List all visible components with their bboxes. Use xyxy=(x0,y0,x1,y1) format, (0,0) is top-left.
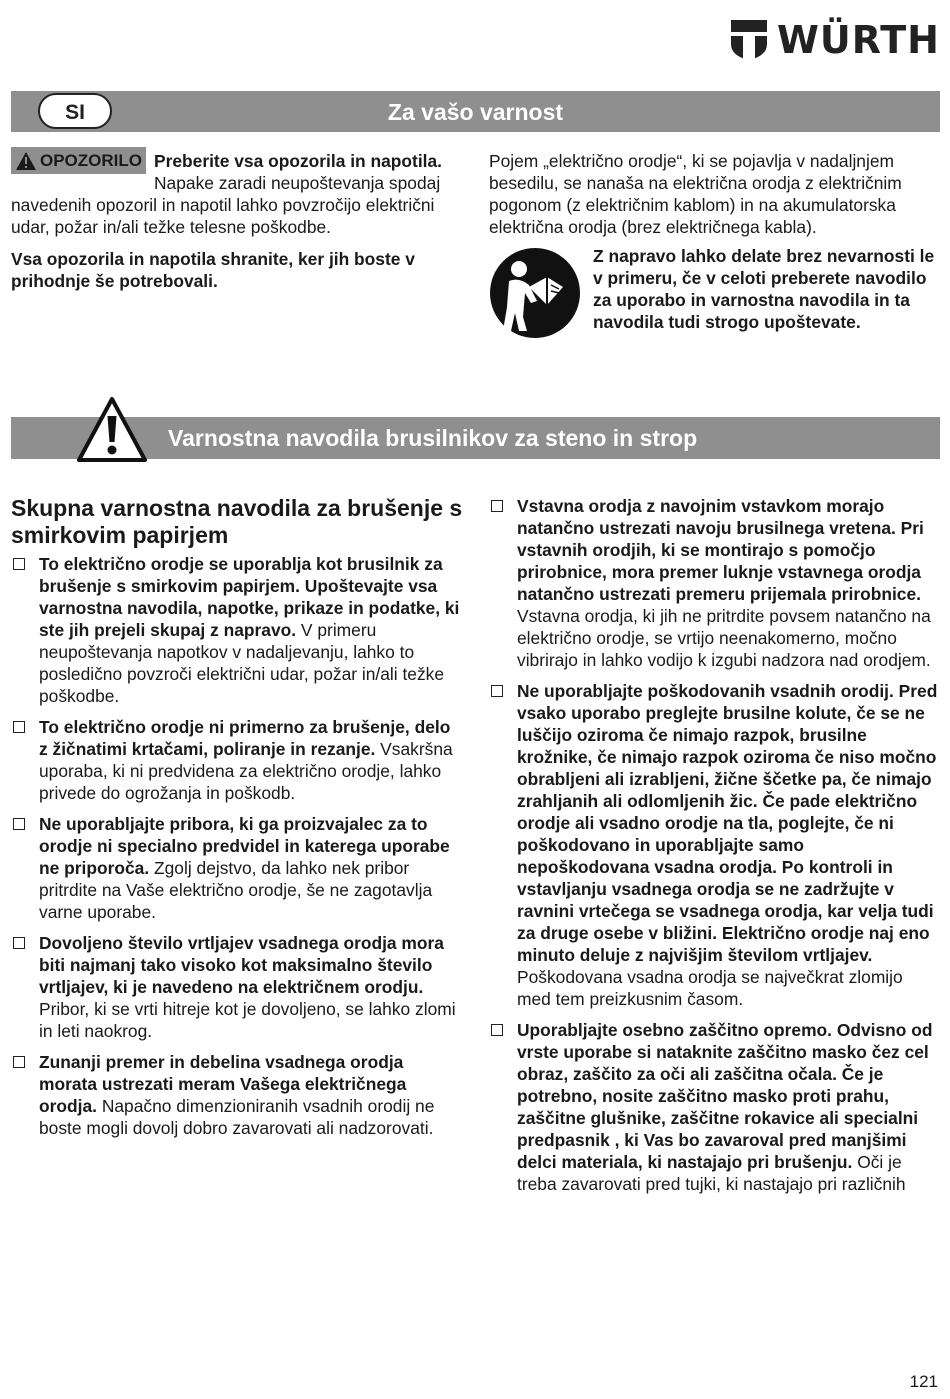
warning-tag-label: OPOZORILO xyxy=(40,150,142,170)
safety-item-bold: Uporabljajte osebno zaščitno opremo. Odvisno od vrste uporabe si nataknite zaščitno masko čez cel obraz, zaščito za oči ali zaščitna očala. Če je potrebno, nosite zaščitno masko proti prahu, zaščitne glušnike, zaščitne rokavice ali specialni predpasnik , ki Vas bo zavaroval pred manjšimi delci materiala, ki nastajajo pri brušenju. xyxy=(517,1020,933,1172)
safety-item-bold: Zunanji premer in debelina vsadnega orodja morata ustrezati meram Vašega električnega orodja. xyxy=(39,1052,407,1116)
safety-item-text: Poškodovana vsadna orodja se največkrat zlomijo med tem preizkusnim časom. xyxy=(517,967,903,1009)
safety-item-bold: Ne uporabljajte poškodovanih vsadnih orodij. Pred vsako uporabo preglejte brusilne kolute, če se ne luščijo oziroma če nimajo razpok, brusilne krožnike, če nimajo razpok oziroma če niso močno obrabljeni ali izrabljeni, žične ščetke pa, če nimajo zrahljanih ali odlomljenih žic. Če pade električno orodje ali vsadno orodje na tla, poglejte, če ni poškodovano in uporabljajte samo nepoškodovana vsadna orodja. Po kontroli in vstavljanju vsadnega orodja se ne zadržujte v ravnini vrtečega se vsadnega orodja, kar velja tudi za druge osebe v bližini. Električno orodje naj eno minuto deluje z najvišjim številom vrtljajev. xyxy=(517,681,938,965)
safety-item xyxy=(11,1051,463,1139)
page-number: 121 xyxy=(909,1372,938,1391)
safety-item-bold: Dovoljeno število vrtljajev vsadnega orodja mora biti najmanj tako visoko kot maksimalno število vrtljajev, ki je navedeno na električnem orodju. xyxy=(39,933,444,997)
safety-item xyxy=(11,553,463,707)
safety-item-bold: Ne uporabljajte pribora, ki ga proizvajalec za to orodje ni specialno predvidel in katerega uporabe ne priporoča. xyxy=(39,814,450,878)
safety-item xyxy=(11,932,463,1042)
safety-item-text: Zgolj dejstvo, da lahko nek pribor pritrdite na Vaše električno orodje, še ne zagotavlja varne uporabe. xyxy=(39,858,433,922)
safety-item xyxy=(11,813,463,923)
right-column xyxy=(489,495,941,1204)
warning-paragraph xyxy=(11,150,463,238)
safety-item-text: V primeru neupoštevanja napotkov v nadaljevanju, lahko to posledično povzroči električni udar, požar in/ali težke poškodbe. xyxy=(39,620,445,706)
checkbox-icon xyxy=(13,818,25,830)
checkbox-icon xyxy=(13,937,25,949)
hazard-warning-icon xyxy=(76,396,148,469)
safety-item xyxy=(489,680,941,1010)
checkbox-icon xyxy=(491,685,503,697)
page-title: Za vašo varnost xyxy=(387,99,564,125)
checkbox-icon xyxy=(491,1024,503,1036)
checkbox-icon xyxy=(13,558,25,570)
safety-header-bar xyxy=(11,91,940,132)
read-manual-icon xyxy=(489,247,581,344)
power-tool-definition: Pojem „električno orodje“, ki se pojavlja v nadaljnjem besedilu, se nanaša na električna orodja z električnim pogonom (z električnim kablom) in na akumulatorska električna orodja (brez električnega kabla). xyxy=(489,151,902,237)
checkbox-icon xyxy=(13,1056,25,1068)
language-badge: SI xyxy=(38,93,112,129)
safety-item-bold: To električno orodje ni primerno za brušenje, delo z žičnatimi krtačami, poliranje in rezanje. xyxy=(39,717,451,759)
safety-item-text: Oči je treba zavarovati pred tujki, ki nastajajo pri različnih xyxy=(517,1152,906,1194)
checkbox-icon xyxy=(13,721,25,733)
wurth-emblem-icon xyxy=(729,18,769,62)
intro-left xyxy=(11,150,463,300)
warning-text: Napake zaradi neupoštevanja spodaj navedenih opozoril in napotil lahko povzročijo električni udar, požar in/ali težke telesne poškodbe. xyxy=(11,173,441,237)
safety-item-text: Vsakršna uporaba, ki ni predvidena za električno orodje, lahko privede do ogrožanja in poškodb. xyxy=(39,739,453,803)
wurth-logo xyxy=(729,18,940,62)
left-column xyxy=(11,495,463,1148)
section-title: Varnostna navodila brusilnikov za steno in strop xyxy=(168,425,698,451)
safety-item-text: Napačno dimenzioniranih vsadnih orodij ne boste mogli dovolj dobro zavarovati ali nadzorovati. xyxy=(39,1096,435,1138)
checkbox-icon xyxy=(491,500,503,512)
keep-instructions-text: Vsa opozorila in napotila shranite, ker jih boste v prihodnje še potrebovali. xyxy=(11,249,415,291)
warning-bold-text: Preberite vsa opozorila in napotila. xyxy=(154,151,442,171)
read-manual-note: Z napravo lahko delate brez nevarnosti le v primeru, če v celoti preberete navodilo za uporabo in varnostna navodila in ta navodila tudi strogo upoštevate. xyxy=(593,246,935,332)
safety-item xyxy=(11,716,463,804)
brand-name: WÜRTH xyxy=(776,18,940,62)
warning-tag xyxy=(11,147,146,174)
safety-item-bold: Vstavna orodja z navojnim vstavkom morajo natančno ustrezati navoju brusilnega vretena. Pri vstavnih orodjih, ki se montirajo s pomočjo prirobnice, mora premer luknje vstavnega orodja natančno ustrezati premeru prijemala prirobnice. xyxy=(517,496,924,604)
intro-right xyxy=(489,150,941,246)
safety-item xyxy=(489,495,941,671)
warning-triangle-icon xyxy=(15,151,37,171)
section-bar xyxy=(11,417,940,459)
safety-item xyxy=(489,1019,941,1195)
safety-item-bold: To električno orodje se uporablja kot brusilnik za brušenje s smirkovim papirjem. Upoštevajte vsa varnostna navodila, napotke, prikaze in podatke, ki ste jih prejeli skupaj z napravo. xyxy=(39,554,460,640)
safety-item-text: Vstavna orodja, ki jih ne pritrdite povsem natančno na električno orodje, se vrtijo neenakomerno, močno vibrirajo in lahko vodijo k izgubi nadzora nad orodjem. xyxy=(517,606,931,670)
safety-item-text: Pribor, ki se vrti hitreje kot je dovoljeno, se lahko zlomi in leti naokrog. xyxy=(39,999,456,1041)
sanding-heading: Skupna varnostna navodila za brušenje s smirkovim papirjem xyxy=(11,495,463,548)
